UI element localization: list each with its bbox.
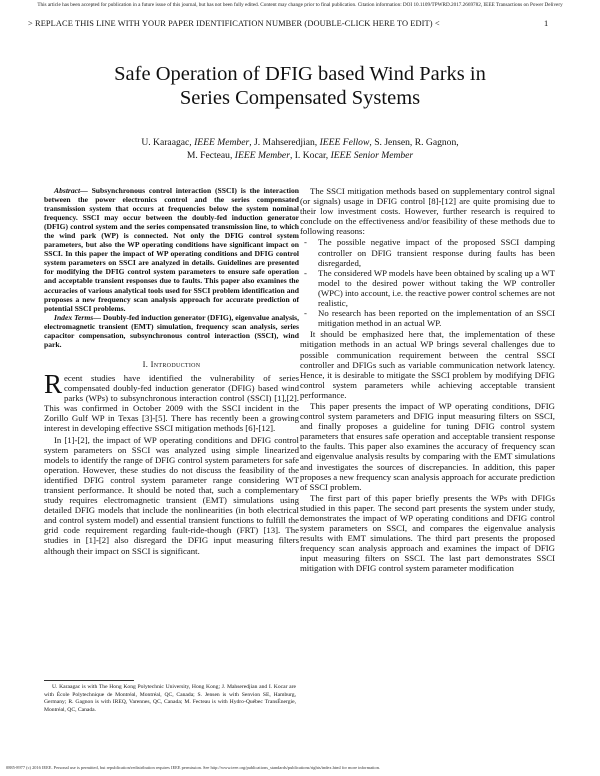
paper-title bbox=[40, 62, 560, 110]
author-affiliation-footnote: U. Karaagac is with The Hong Kong Polytechnic University, Hong Kong; J. Mahseredjian and I. Kocar are with École Polytechnique de Montréal, Montréal, QC, Canada; S. Jensen is with Senvion SE, Hamburg, Germany; R. Gagnon is with IREQ, Varennes, QC, Canada; M. Fecteau is with Hydro-Québec TransÉnergie, Montréal, QC, Canada. bbox=[44, 684, 296, 713]
intro-paragraph-2: In [1]-[2], the impact of WP operating conditions and DFIG control system parameters on SSCI was analyzed using simple linearized models to identify the range of DFIG control system parameters for safe operation. However, these studies do not discuss the feasibility of the identified DFIG control system parameter range considering WT transient performance. It should be noted that, such a complementary study requires electromagnetic transient (EMT) simulations using detailed DFIG models that include the nonlinearities (in both electrical and control system model) and essential transient functions to fulfill the grid code requirement regarding fault-ride-though (FRT) [13]. The studies in [1]-[2] also disregard the DFIG input measuring filters although their impact on SSCI is significant. bbox=[44, 434, 299, 556]
author-name: U. Karaagac, bbox=[141, 137, 195, 148]
section-number: I. bbox=[142, 358, 151, 369]
author-sep: , bbox=[289, 149, 295, 161]
list-item-text: No research has been reported on the implementation of an SSCI mitigation method in an actual WP. bbox=[318, 308, 555, 329]
list-item bbox=[300, 268, 555, 308]
index-terms-text: — Doubly-fed induction generator (DFIG), eigenvalue analysis, electromagnetic transient (EMT) simulation, frequency scan analysis, series capacitor compensation, subsynchronous control interaction (SSCI), wind park. bbox=[44, 312, 299, 349]
copyright-text: 0885-8977 (c) 2016 IEEE. Personal use is permitted, but republication/redistribution requires IEEE permission. See http://www.ieee.org/publications_standards/publications/rights/index.html for more information. bbox=[6, 765, 380, 770]
author-name: I. Kocar, bbox=[294, 149, 331, 161]
author-role: IEEE Fellow bbox=[319, 137, 370, 148]
page-number: 1 bbox=[544, 19, 549, 28]
reasons-list bbox=[300, 237, 555, 328]
abstract-text: — Subsynchronous control interaction (SSCI) is the interaction between the power electronics control and the series compensated transmission system that occurs at frequencies below the system nominal frequency. SSCI may occur between the doubly-fed induction generator (DFIG) control system and the series compensated transmission line, to which the wind park (WP) is connected. Not only the DFIG control system parameters, but also the WP operating conditions have significant impact on SSCI. In this paper the impact of WP operating conditions and DFIG control system parameters on SSCI are analyzed in details. Guidelines are presented for modifying the DFIG control system parameters to ensure safe operation and acceptable transient responses due to faults. This paper also examines the accuracies of various analytical tools used for SSCI problem identification and proposes a new frequency scan analysis approach for accurate prediction of potential SSCI problems. bbox=[44, 186, 299, 313]
intro-paragraph-1-text: ecent studies have identified the vulnerability of series compensated doubly-fed induction generator (DFIG) based wind parks (WPs) to subsynchronous interaction control (SSCI) [1],[2]. This was confirmed in October 2009 with the SSCI incident in the Zorillo Gulf WP in Texas [3]-[5]. There has recently been a growing interest in developing effective SSCI mitigation methods [6]-[12]. bbox=[44, 372, 299, 434]
section-title: Introduction bbox=[150, 358, 201, 369]
list-dash: - bbox=[304, 267, 307, 278]
author-sep: , bbox=[249, 137, 255, 148]
author-name: M. Fecteau, bbox=[186, 149, 235, 161]
index-terms bbox=[44, 313, 299, 349]
footnote-divider bbox=[44, 680, 134, 681]
list-dash: - bbox=[304, 308, 307, 319]
author-line-1 bbox=[50, 137, 550, 150]
section-heading-introduction bbox=[44, 359, 299, 369]
list-item-text: The considered WP models have been obtained by scaling up a WT model to the desired power without taking the WP controller (WPC) into account, i.e. the reactive power control schemes are not realistic, bbox=[318, 267, 555, 309]
right-column bbox=[300, 186, 555, 575]
left-column bbox=[44, 186, 299, 557]
author-role: IEEE Senior Member bbox=[330, 149, 414, 161]
list-item-text: The possible negative impact of the proposed SSCI damping controller on DFIG transient response during faults has been disregarded, bbox=[318, 237, 555, 268]
index-terms-label: Index Terms bbox=[54, 312, 94, 322]
author-role: IEEE Member bbox=[194, 137, 250, 148]
author-name: J. Mahseredjian, bbox=[254, 137, 320, 148]
title-line-1: Safe Operation of DFIG based Wind Parks in bbox=[114, 63, 486, 85]
right-paragraph-1: The SSCI mitigation methods based on supplementary control signal (or signals) usage in DFIG control [8]-[12] are quite promising due to their low investment costs. However, further research is required to conclude on the effectiveness and/or feasibility of these methods due to following reasons: bbox=[300, 186, 555, 237]
author-sep: , S. Jensen, R. Gagnon, bbox=[369, 137, 459, 148]
drop-cap: R bbox=[44, 368, 63, 399]
right-paragraph-2: It should be emphasized here that, the implementation of these mitigation methods in an actual WP brings several challenges due to possible communication requirement between the central SSCI controller and DFIGs such as variable communication network latency. Hence, it is desirable to mitigate the SSCI problem by modifying DFIG control system parameters while achieving acceptable transient performance. bbox=[300, 329, 555, 400]
abstract bbox=[44, 186, 299, 313]
intro-paragraph-1 bbox=[44, 368, 299, 434]
author-line-2 bbox=[50, 150, 550, 163]
list-dash: - bbox=[304, 237, 307, 248]
running-header: > REPLACE THIS LINE WITH YOUR PAPER IDENTIFICATION NUMBER (DOUBLE-CLICK HERE TO EDIT) < bbox=[28, 19, 440, 28]
list-item bbox=[300, 308, 555, 328]
right-paragraph-3: This paper presents the impact of WP operating conditions, DFIG control system parameters and DFIG input measuring filters on SSCI, and finally proposes a guideline for tuning DFIG control system parameters that ensures safe operation and acceptable transient response to the faults. This paper also examines the accuracy of frequency scan and eigenvalue analysis results by comparing with the EMT simulations and investigates the sources of discrepancies. In addition, this paper proposes a new frequency scan analysis approach for accurate prediction of SSCI problem. bbox=[300, 400, 555, 492]
author-list bbox=[50, 137, 550, 162]
title-line-2: Series Compensated Systems bbox=[179, 87, 421, 109]
author-role: IEEE Member bbox=[234, 149, 290, 161]
prepublication-notice: This article has been accepted for publication in a future issue of this journal, but has not been fully edited. Content may change prior to final publication. Citation information: DOI 10.1109/TPWRD.2017.2669782, IEEE Transactions on Power Delivery bbox=[37, 2, 563, 8]
list-item bbox=[300, 237, 555, 267]
right-paragraph-4: The first part of this paper briefly presents the WPs with DFIGs studied in this paper. The second part presents the system under study, demonstrates the impact of WP operating conditions and DFIG control system parameters on SSCI, and compares the eigenvalue analysis results with EMT simulations. The third part presents the proposed frequency scan analysis approach and examines the impact of DFIG input measuring filters on SSCI. The last part demonstrates SSCI mitigation with DFIG control system parameter modification bbox=[300, 492, 555, 574]
abstract-label: Abstract bbox=[54, 186, 81, 195]
